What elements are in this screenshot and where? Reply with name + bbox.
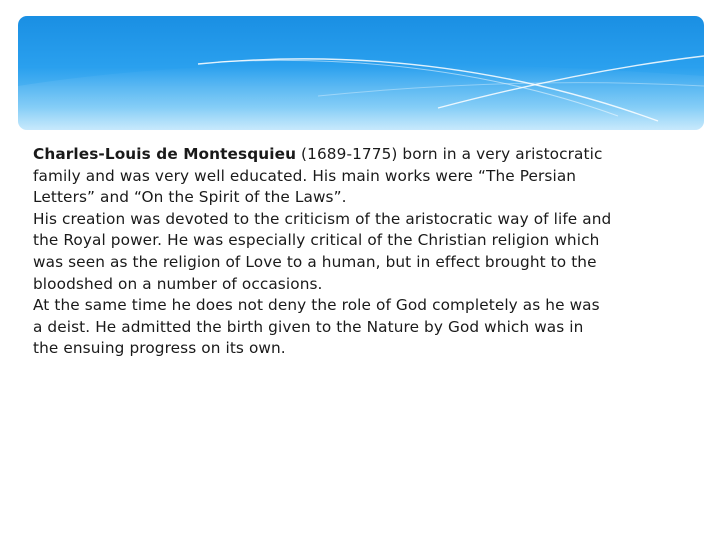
banner-swoosh-lines [18,16,704,130]
slide-body-text [33,144,613,360]
paragraph-criticism: His creation was devoted to the criticism of the aristocratic way of life and the Royal power. He was especially critical of the Christian religion which was seen as the religion of Love to a human, but in effect brought to the bloodshed on a number of occasions. [33,209,612,293]
paragraph-intro-text: (1689-1775) born in a very aristocratic family and was very well educated. His main works were “The Persian Letters” and “On the Spirit of the Laws”. [33,145,603,207]
paragraph-intro [33,144,613,209]
header-banner [18,16,704,130]
banner-glow-band [18,63,704,130]
author-name: Charles-Louis de Montesquieu [33,145,297,163]
paragraph-deism: At the same time he does not deny the role of God completely as he was a deist. He admitted the birth given to the Nature by God which was in the ensuing progress on its own. [33,296,600,358]
